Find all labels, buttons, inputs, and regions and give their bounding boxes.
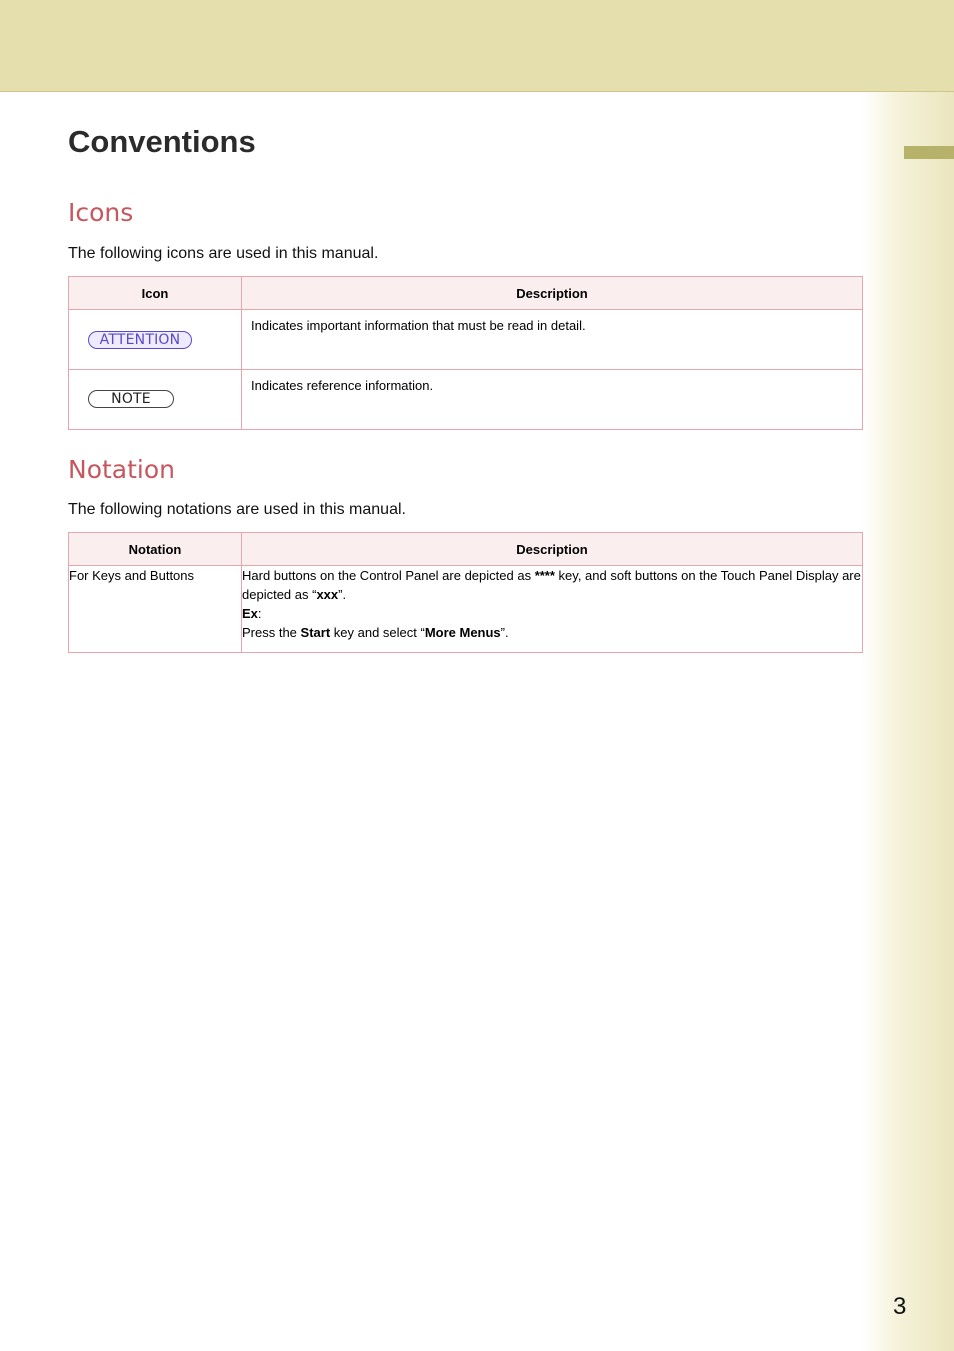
side-margin-band: [862, 92, 954, 1351]
description-cell: Indicates reference information.: [242, 370, 863, 430]
icons-intro: The following icons are used in this manual.: [68, 245, 379, 262]
notation-description-cell: [242, 566, 863, 653]
table-row: [69, 370, 863, 430]
text-run: ”.: [500, 625, 509, 640]
notation-intro: The following notations are used in this manual.: [68, 501, 406, 518]
table-row: [69, 310, 863, 370]
icons-table: [68, 276, 863, 430]
note-icon: NOTE: [88, 390, 174, 408]
start-key-name: Start: [300, 625, 331, 640]
attention-icon: ATTENTION: [88, 331, 192, 349]
header-band: [0, 0, 954, 92]
notation-description-text: [242, 566, 862, 604]
page-number: 3: [893, 1293, 907, 1320]
notation-table: [68, 532, 863, 653]
text-run: ”.: [338, 587, 347, 602]
table-header-row: [69, 533, 863, 566]
icon-cell: [69, 370, 242, 430]
column-header-description: Description: [242, 533, 863, 566]
text-run: Hard buttons on the Control Panel are depicted as: [242, 568, 535, 583]
notation-heading: Notation: [68, 455, 176, 484]
table-row: [69, 566, 863, 653]
notation-cell: For Keys and Buttons: [69, 566, 242, 653]
icon-cell: [69, 310, 242, 370]
example-label-line: [242, 604, 862, 623]
description-cell: Indicates important information that must be read in detail.: [242, 310, 863, 370]
icons-heading: Icons: [68, 198, 134, 227]
text-run: :: [257, 606, 262, 621]
more-menus-name: More Menus: [424, 625, 501, 640]
example-label: Ex: [242, 606, 258, 621]
column-header-description: Description: [242, 277, 863, 310]
example-text: [242, 623, 862, 642]
column-header-notation: Notation: [69, 533, 242, 566]
hard-key-example: ****: [534, 568, 555, 583]
text-run: Press the: [242, 625, 301, 640]
text-run: key and select “: [330, 625, 425, 640]
text-run: key, and soft buttons on the Touch Panel Display are depicted as “: [242, 568, 861, 602]
soft-button-example: xxx: [316, 587, 339, 602]
page-title: Conventions: [68, 124, 256, 159]
chapter-tab-marker: [904, 146, 954, 159]
table-header-row: [69, 277, 863, 310]
column-header-icon: Icon: [69, 277, 242, 310]
